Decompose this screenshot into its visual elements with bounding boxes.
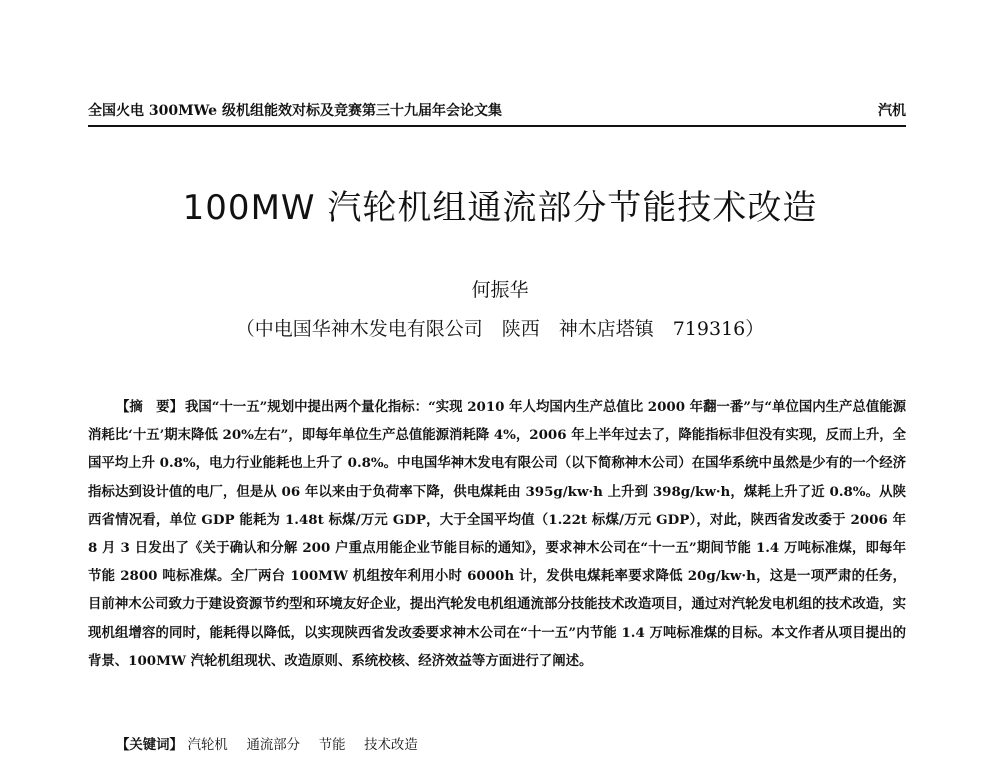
journal-name: 全国火电 300MWe 级机组能效对标及竞赛第三十九届年会论文集	[88, 103, 502, 119]
author-affiliation: （中电国华神木发电有限公司 陕西 神木店塔镇 719316）	[235, 318, 765, 340]
paper-title: 100MW 汽轮机组通流部分节能技术改造	[182, 188, 818, 228]
keywords-label: 【关键词】	[116, 737, 183, 753]
abstract	[88, 393, 906, 675]
author-name: 何振华	[471, 279, 529, 301]
section-name: 汽机	[878, 103, 906, 119]
header-rule	[88, 125, 906, 127]
keyword-item: 技术改造	[364, 738, 418, 753]
abstract-label: 【摘 要】	[116, 399, 183, 415]
running-header	[88, 102, 906, 120]
keywords	[116, 731, 906, 760]
abstract-text: 我国“十一五”规划中提出两个量化指标：“实现 2010 年人均国内生产总值比 2000 年翻一番”与“单位国内生产总值能源消耗比‘十五’期末降低 20%左右”，即每年单位生产总值能源消耗降 4%，2006 年上半年过去了，降能指标非但没有实现，反而上升，全国平均上升 0.8%，电力行业能耗也上升了 0.8%。中电国华神木发电有限公司（以下简称神木公司）在国华系统中虽然是少有的一个经济指标达到设计值的电厂，但是从 06 年以来由于负荷率下降，供电煤耗由 395g/kw·h 上升到 398g/kw·h，煤耗上升了近 0.8%。从陕西省情况看，单位 GDP 能耗为 1.48t 标煤/万元 GDP，大于全国平均值（1.22t 标煤/万元 GDP），对此，陕西省发改委于 2006 年 8 月 3 日发出了《关于确认和分解 200 户重点用能企业节能目标的通知》，要求神木公司在“十一五”期间节能 1.4 万吨标准煤，即每年节能 2800 吨标准煤。全厂两台 100MW 机组按年利用小时 6000h 计，发供电煤耗率要求降低 20g/kw·h，这是一项严肃的任务，目前神木公司致力于建设资源节约型和环境友好企业，提出汽轮发电机组通流部分技能技术改造项目，通过对汽轮发电机组的技术改造，实现机组增容的同时，能耗得以降低，以实现陕西省发改委要求神木公司在“十一五”内节能 1.4 万吨标准煤的目标。本文作者从项目提出的背景、100MW 汽轮机组现状、改造原则、系统校核、经济效益等方面进行了阐述。	[88, 399, 906, 669]
keyword-item: 节能	[318, 738, 346, 753]
keyword-item: 通流部分	[246, 738, 301, 753]
keyword-item: 汽轮机	[187, 738, 228, 753]
